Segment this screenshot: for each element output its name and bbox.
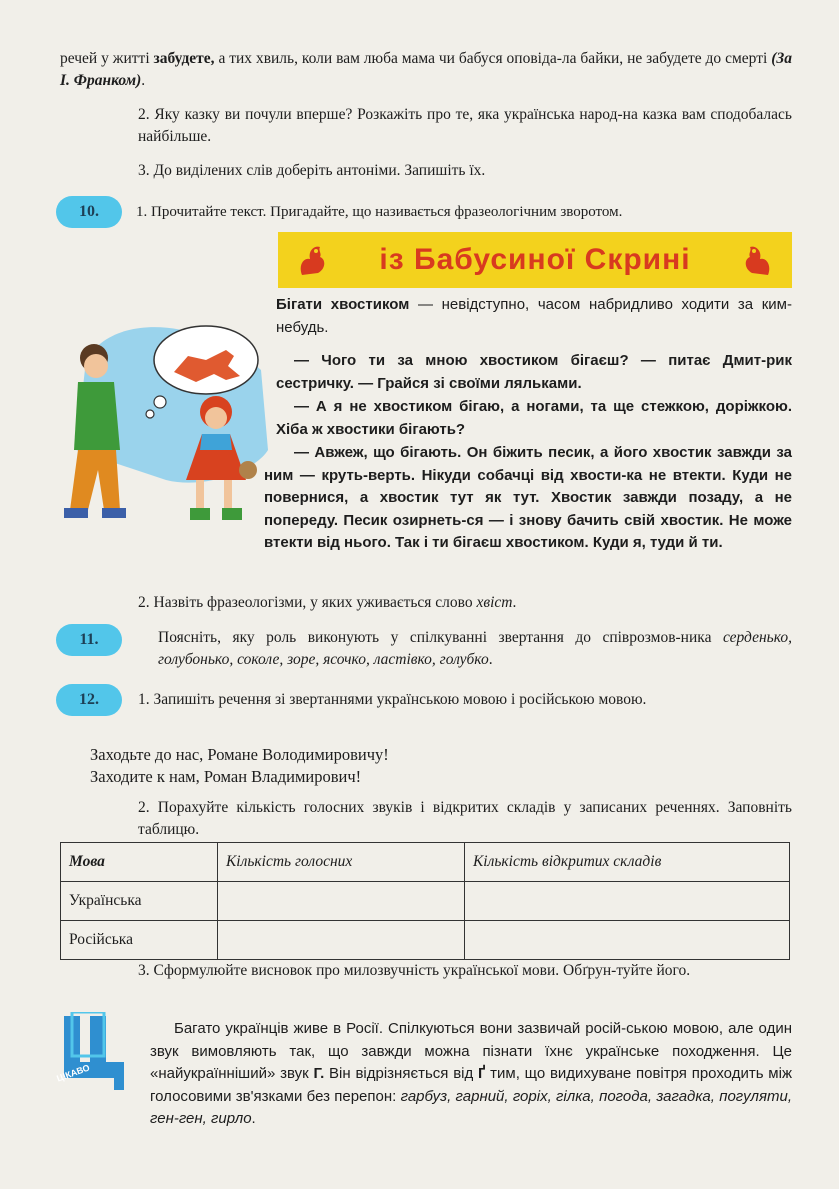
sound-g-hard: Ґ xyxy=(478,1065,486,1082)
banner-title: із Бабусиної Скрині xyxy=(379,243,691,276)
table-header-cell: Кількість відкритих складів xyxy=(465,843,790,882)
table-row xyxy=(61,921,790,960)
ex10-task-2: 2. Назвіть фразеологізми, у яких уживається слово хвіст. xyxy=(138,594,517,611)
table-cell[interactable] xyxy=(218,882,465,921)
definition: Бігати хвостиком — невідступно, часом набридливо ходити за ким-небудь. xyxy=(276,296,792,336)
vowels-table xyxy=(60,842,790,960)
sentence-russian: Заходите к нам, Роман Владимирович! xyxy=(90,767,362,786)
ex10-task-1: 1. Прочитайте текст. Пригадайте, що називається фразеологічним зворотом. xyxy=(136,204,623,220)
table-header-row xyxy=(61,843,790,882)
sound-g: Г. xyxy=(313,1065,325,1082)
rooster-icon-left xyxy=(292,239,334,281)
children-illustration xyxy=(56,300,272,540)
grandma-chest-banner xyxy=(278,232,792,288)
cikavo-label: ЦІКАВО xyxy=(55,1062,92,1084)
exercise-11-badge: 11. xyxy=(56,624,122,656)
cikavo-icon xyxy=(52,1012,138,1094)
ex12-task-3: 3. Сформулюйте висновок про милозвучність української мови. Обґрун-туйте його. xyxy=(138,962,691,979)
task2-word: хвіст xyxy=(476,594,513,611)
table-cell[interactable] xyxy=(465,882,790,921)
source-citation: (За І. Франком) xyxy=(60,50,792,89)
ex12-task-2: 2. Порахуйте кількість голосних звуків і відкритих складів у записаних реченнях. Заповніть таблицю. xyxy=(138,799,792,838)
cikavo-text: Багато українців живе в Росії. Спілкуються вони зазвичай росій-ською мовою, але один звук вимовляють так, що завжди можна пізнати їхнє українське походження. Це «найукраїнніший» звук Г. Він відрізняється від Ґ тим, що видихуване повітря проходить між голосовими зв'язками без перепон: гарбуз, гарний, горіх, гілка, погода, загадка, погуляти, ген-ген, гирло. xyxy=(150,1020,792,1127)
ex12-task-1: 1. Запишіть речення зі звертаннями українською мовою і російською мовою. xyxy=(138,691,647,708)
dialogue-line-2: — А я не хвостиком бігаю, а ногами, та ще стежкою, доріжкою. Хіба ж хвостики бігають? xyxy=(276,398,792,438)
table-cell: Українська xyxy=(61,882,218,921)
intro-paragraph: речей у житті забудете, а тих хвиль, коли вам люба мама чи бабуся оповіда-ла байки, не забудете до смерті (За І. Франком). xyxy=(60,50,792,89)
table-header-cell: Кількість голосних xyxy=(218,843,465,882)
exercise-10-badge: 10. xyxy=(56,196,122,228)
table-cell[interactable] xyxy=(218,921,465,960)
rooster-icon-right xyxy=(736,239,778,281)
prev-task-3: 3. До виділених слів доберіть антоніми. Запишіть їх. xyxy=(138,162,486,179)
ex11-text: Поясніть, яку роль виконують у спілкуванні звертання до співрозмов-ника серденько, голубонько, соколе, зоре, ясочко, ластівко, голубко. xyxy=(158,629,792,668)
table-cell[interactable] xyxy=(465,921,790,960)
dialogue-line-1: — Чого ти за мною хвостиком бігаєш? — питає Дмит-рик сестричку. — Грайся зі своїми ляльками. xyxy=(276,352,792,392)
address-words: серденько, голубонько, соколе, зоре, ясочко, ластівко, голубко xyxy=(158,629,792,668)
exercise-12-badge: 12. xyxy=(56,684,122,716)
example-words: гарбуз, гарний, горіх, гілка, погода, загадка, погуляти, ген-ген, гирло xyxy=(150,1087,792,1127)
bold-word: забудете, xyxy=(153,50,215,67)
definition-term: Бігати хвостиком xyxy=(276,296,410,313)
table-header-cell: Мова xyxy=(61,843,218,882)
sentence-ukrainian: Заходьте до нас, Романе Володимировичу! xyxy=(90,745,389,764)
table-cell: Російська xyxy=(61,921,218,960)
prev-task-2: 2. Яку казку ви почули вперше? Розкажіть про те, яка українська народ-на казка вам сподобалась найбільше. xyxy=(138,106,792,145)
table-row xyxy=(61,882,790,921)
dialogue-line-3: — Авжеж, що бігають. Он біжить песик, а його хвостик завжди за ним — круть-верть. Нікуди собачці від хвости-ка не втекти. Куди не повернися, а хвостик тут як тут. Хвостик завжди позаду, а не попереду. Песик озирнеть-ся — і знову бачить свій хвостик. Не може втекти від нього. Так і ти бігаєш хвостиком. Куди я, туди й ти. xyxy=(264,444,792,551)
